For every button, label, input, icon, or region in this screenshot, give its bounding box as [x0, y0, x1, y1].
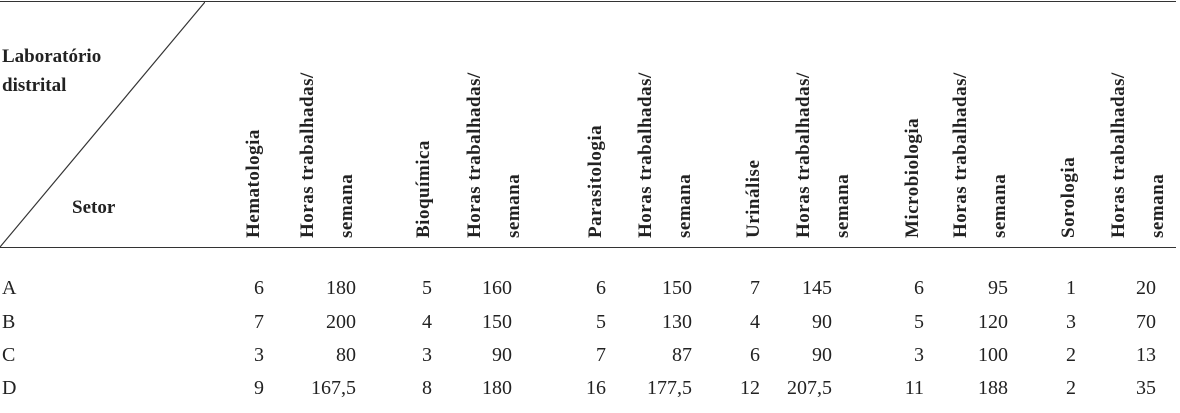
col-bioquimica-semana: semana [503, 173, 524, 238]
table-cell: 150 [482, 311, 512, 333]
col-bioquimica: Bioquímica [413, 140, 434, 238]
table-cell: 20 [1136, 277, 1156, 299]
table-row-label: C [2, 344, 16, 366]
table-cell: 4 [750, 311, 760, 333]
table-cell: 5 [914, 311, 924, 333]
table-cell: 100 [978, 344, 1008, 366]
col-hematologia-semana: semana [336, 173, 357, 238]
table-row-label: D [2, 377, 17, 399]
table-cell: 180 [326, 277, 356, 299]
col-parasitologia-horas: Horas trabalhadas/ [635, 72, 656, 238]
table-cell: 200 [326, 311, 356, 333]
table-cell: 2 [1066, 344, 1076, 366]
table-cell: 1 [1066, 277, 1076, 299]
table-cell: 150 [662, 277, 692, 299]
col-sorologia: Sorologia [1058, 156, 1079, 238]
table-cell: 3 [422, 344, 432, 366]
col-urinalise-semana: semana [832, 173, 853, 238]
table-cell: 145 [802, 277, 832, 299]
table-cell: 7 [254, 311, 264, 333]
table-cell: 3 [914, 344, 924, 366]
table-cell: 177,5 [647, 377, 692, 399]
table-cell: 130 [662, 311, 692, 333]
table-cell: 12 [740, 377, 760, 399]
table-cell: 6 [254, 277, 264, 299]
header-bottom-rule [0, 247, 1176, 248]
corner-lab-label: Laboratório distrital [2, 46, 102, 96]
table-cell: 90 [812, 311, 832, 333]
col-microbiologia-semana: semana [989, 173, 1010, 238]
table-cell: 70 [1136, 311, 1156, 333]
table-cell: 90 [492, 344, 512, 366]
col-microbiologia-horas: Horas trabalhadas/ [950, 72, 971, 238]
col-hematologia: Hematologia [243, 129, 264, 238]
table-cell: 6 [750, 344, 760, 366]
table-cell: 167,5 [311, 377, 356, 399]
col-urinalise: Urinálise [743, 159, 764, 238]
table-cell: 207,5 [787, 377, 832, 399]
table-cell: 3 [1066, 311, 1076, 333]
table-cell: 95 [988, 277, 1008, 299]
table-row-label: B [2, 311, 16, 333]
table-cell: 160 [482, 277, 512, 299]
corner-header [0, 2, 205, 247]
col-urinalise-horas: Horas trabalhadas/ [793, 72, 814, 238]
table-cell: 7 [750, 277, 760, 299]
table-cell: 80 [336, 344, 356, 366]
table-cell: 5 [422, 277, 432, 299]
table-cell: 13 [1136, 344, 1156, 366]
table-row-label: A [2, 277, 17, 299]
table-cell: 8 [422, 377, 432, 399]
col-sorologia-semana: semana [1147, 173, 1168, 238]
table-cell: 16 [586, 377, 606, 399]
table-cell: 6 [596, 277, 606, 299]
table-cell: 6 [914, 277, 924, 299]
table-cell: 35 [1136, 377, 1156, 399]
col-parasitologia-semana: semana [674, 173, 695, 238]
table-cell: 4 [422, 311, 432, 333]
table-cell: 3 [254, 344, 264, 366]
table-cell: 180 [482, 377, 512, 399]
table-cell: 11 [904, 377, 924, 399]
table-cell: 7 [596, 344, 606, 366]
col-microbiologia: Microbiologia [902, 117, 923, 238]
corner-setor-label: Setor [72, 197, 116, 218]
col-parasitologia: Parasitologia [585, 124, 606, 238]
table-cell: 90 [812, 344, 832, 366]
table-cell: 5 [596, 311, 606, 333]
table-cell: 87 [672, 344, 692, 366]
col-sorologia-horas: Horas trabalhadas/ [1108, 72, 1129, 238]
table-cell: 2 [1066, 377, 1076, 399]
table-cell: 188 [978, 377, 1008, 399]
table-cell: 120 [978, 311, 1008, 333]
table-cell: 9 [254, 377, 264, 399]
col-hematologia-horas: Horas trabalhadas/ [297, 72, 318, 238]
col-bioquimica-horas: Horas trabalhadas/ [464, 72, 485, 238]
